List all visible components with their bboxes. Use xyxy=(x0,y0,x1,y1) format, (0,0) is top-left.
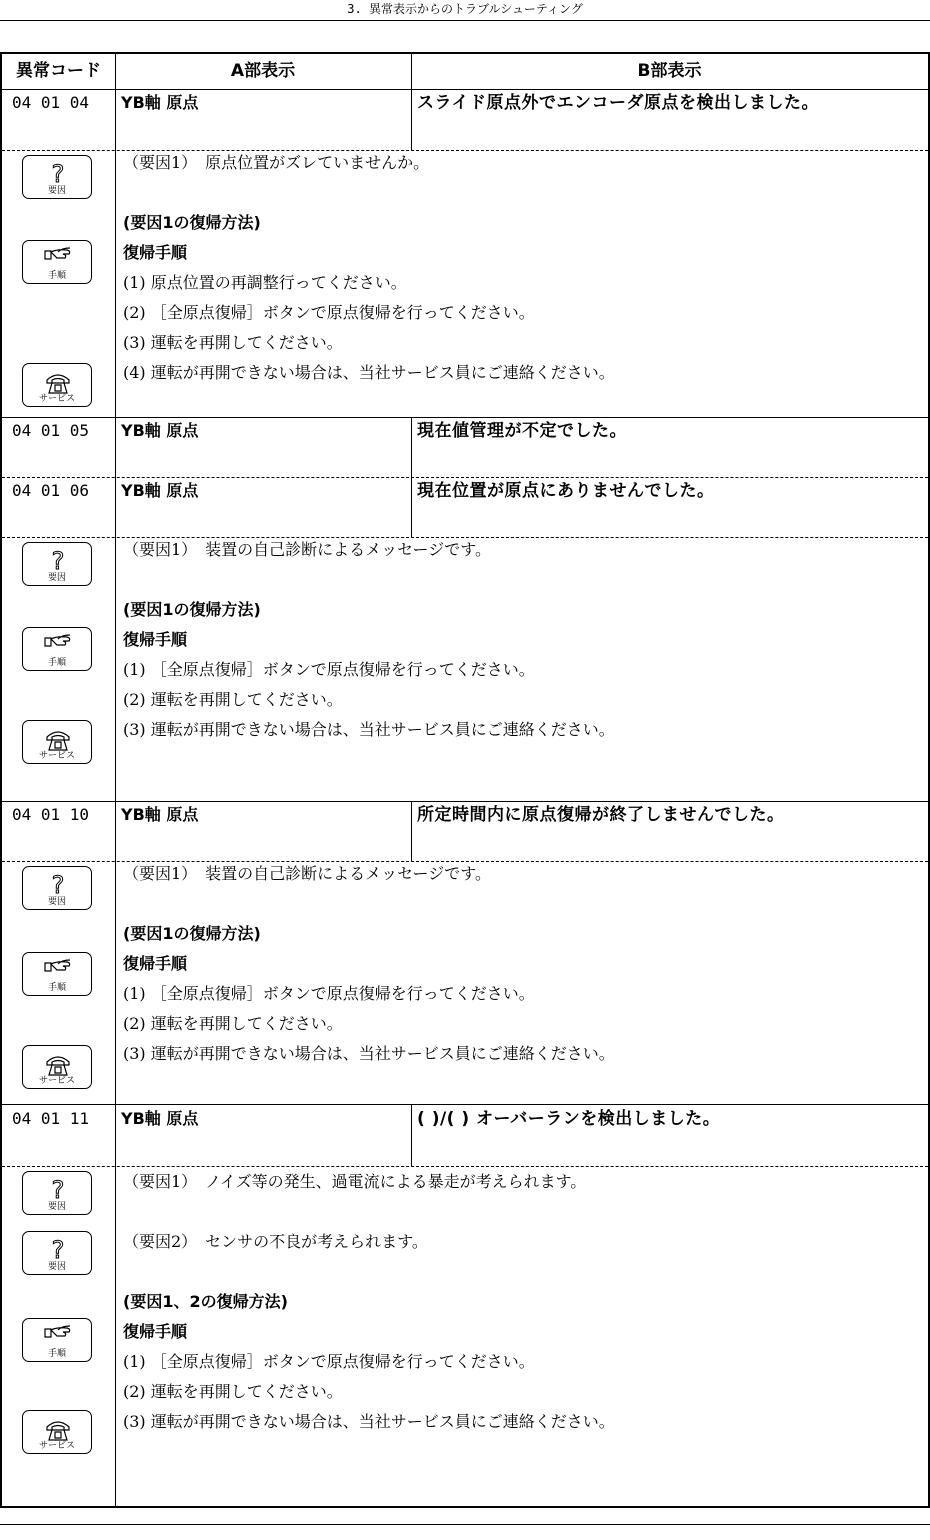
cause-icon: ? 要因 xyxy=(22,542,92,586)
step-line: (2) ［全原点復帰］ボタンで原点復帰を行ってください。 xyxy=(123,303,535,322)
cause-icon: ? 要因 xyxy=(22,1171,92,1215)
recovery-heading: (要因1の復帰方法) xyxy=(123,924,261,943)
col-divider-ab xyxy=(411,1104,412,1166)
recovery-heading: (要因1の復帰方法) xyxy=(123,600,261,619)
step-line: (1) 原点位置の再調整行ってください。 xyxy=(123,273,407,292)
cause-icon: ? 要因 xyxy=(22,1231,92,1275)
cause-line: （要因1） 原点位置がズレていませんか。 xyxy=(123,153,430,172)
svg-text:?: ? xyxy=(51,160,65,188)
procedure-icon: 手順 xyxy=(22,952,92,996)
b-display: ( )/( ) オーバーランを検出しました。 xyxy=(417,1109,721,1129)
entry-details xyxy=(123,1167,615,1437)
step-line: (4) 運転が再開できない場合は、当社サービス員にご連絡ください。 xyxy=(123,363,615,382)
b-display: 現在位置が原点にありませんでした。 xyxy=(417,481,715,501)
service-icon: サービス xyxy=(22,1410,92,1454)
header-code: 異常コード xyxy=(16,61,101,81)
step-line: (1) ［全原点復帰］ボタンで原点復帰を行ってください。 xyxy=(123,984,535,1003)
recovery-heading: (要因1、2の復帰方法) xyxy=(123,1292,288,1311)
entry-details xyxy=(123,535,615,745)
error-code: 04 01 04 xyxy=(12,93,90,112)
b-display: 現在値管理が不定でした。 xyxy=(417,421,627,441)
cause-icon: ? 要因 xyxy=(22,866,92,910)
step-line: (3) 運転が再開できない場合は、当社サービス員にご連絡ください。 xyxy=(123,720,615,739)
b-display: 所定時間内に原点復帰が終了しませんでした。 xyxy=(417,805,785,825)
step-line: (2) 運転を再開してください。 xyxy=(123,1014,343,1033)
step-line: (2) 運転を再開してください。 xyxy=(123,1382,343,1401)
procedure-heading: 復帰手順 xyxy=(123,1322,188,1341)
a-display: YB軸 原点 xyxy=(121,93,199,112)
service-icon: サービス xyxy=(22,720,92,764)
recovery-heading: (要因1の復帰方法) xyxy=(123,213,261,232)
step-line: (3) 運転が再開できない場合は、当社サービス員にご連絡ください。 xyxy=(123,1044,615,1063)
svg-text:?: ? xyxy=(51,1236,65,1264)
entry-details xyxy=(123,148,615,388)
cause-line: （要因1） 装置の自己診断によるメッセージです。 xyxy=(123,864,491,883)
cause-icon: ? 要因 xyxy=(22,155,92,199)
service-icon: サービス xyxy=(22,363,92,407)
step-line: (1) ［全原点復帰］ボタンで原点復帰を行ってください。 xyxy=(123,1352,535,1371)
a-display: YB軸 原点 xyxy=(121,481,199,500)
procedure-icon: 手順 xyxy=(22,240,92,284)
step-line: (2) 運転を再開してください。 xyxy=(123,690,343,709)
procedure-heading: 復帰手順 xyxy=(123,243,188,262)
cause-line: （要因1） 装置の自己診断によるメッセージです。 xyxy=(123,540,491,559)
error-code: 04 01 11 xyxy=(12,1109,90,1128)
col-divider-ab xyxy=(411,90,412,150)
step-line: (3) 運転が再開できない場合は、当社サービス員にご連絡ください。 xyxy=(123,1412,615,1431)
service-icon: サービス xyxy=(22,1045,92,1089)
row-rule xyxy=(2,1104,928,1105)
procedure-heading: 復帰手順 xyxy=(123,630,188,649)
page-header: 3. 異常表示からのトラブルシューティング xyxy=(0,0,930,21)
b-display: スライド原点外でエンコーダ原点を検出しました。 xyxy=(417,93,819,113)
header-a: A部表示 xyxy=(230,61,296,81)
col-divider-ab xyxy=(411,801,412,861)
procedure-icon: 手順 xyxy=(22,627,92,671)
header-b: B部表示 xyxy=(637,61,702,81)
a-display: YB軸 原点 xyxy=(121,1109,199,1128)
col-divider-code xyxy=(115,54,116,1506)
svg-text:?: ? xyxy=(51,547,65,575)
cause-line: （要因1） ノイズ等の発生、過電流による暴走が考えられます。 xyxy=(123,1172,587,1191)
svg-text:?: ? xyxy=(51,871,65,899)
step-line: (3) 運転を再開してください。 xyxy=(123,333,343,352)
error-code: 04 01 10 xyxy=(12,805,90,824)
procedure-heading: 復帰手順 xyxy=(123,954,188,973)
a-display: YB軸 原点 xyxy=(121,805,199,824)
entry-details xyxy=(123,859,615,1069)
error-code: 04 01 05 xyxy=(12,421,90,440)
svg-text:?: ? xyxy=(51,1176,65,1204)
page-footer-rule xyxy=(0,1524,930,1525)
procedure-icon: 手順 xyxy=(22,1318,92,1362)
error-table xyxy=(0,52,930,1508)
cause-line: （要因2） センサの不良が考えられます。 xyxy=(123,1232,428,1251)
error-code: 04 01 06 xyxy=(12,481,90,500)
a-display: YB軸 原点 xyxy=(121,421,199,440)
step-line: (1) ［全原点復帰］ボタンで原点復帰を行ってください。 xyxy=(123,660,535,679)
